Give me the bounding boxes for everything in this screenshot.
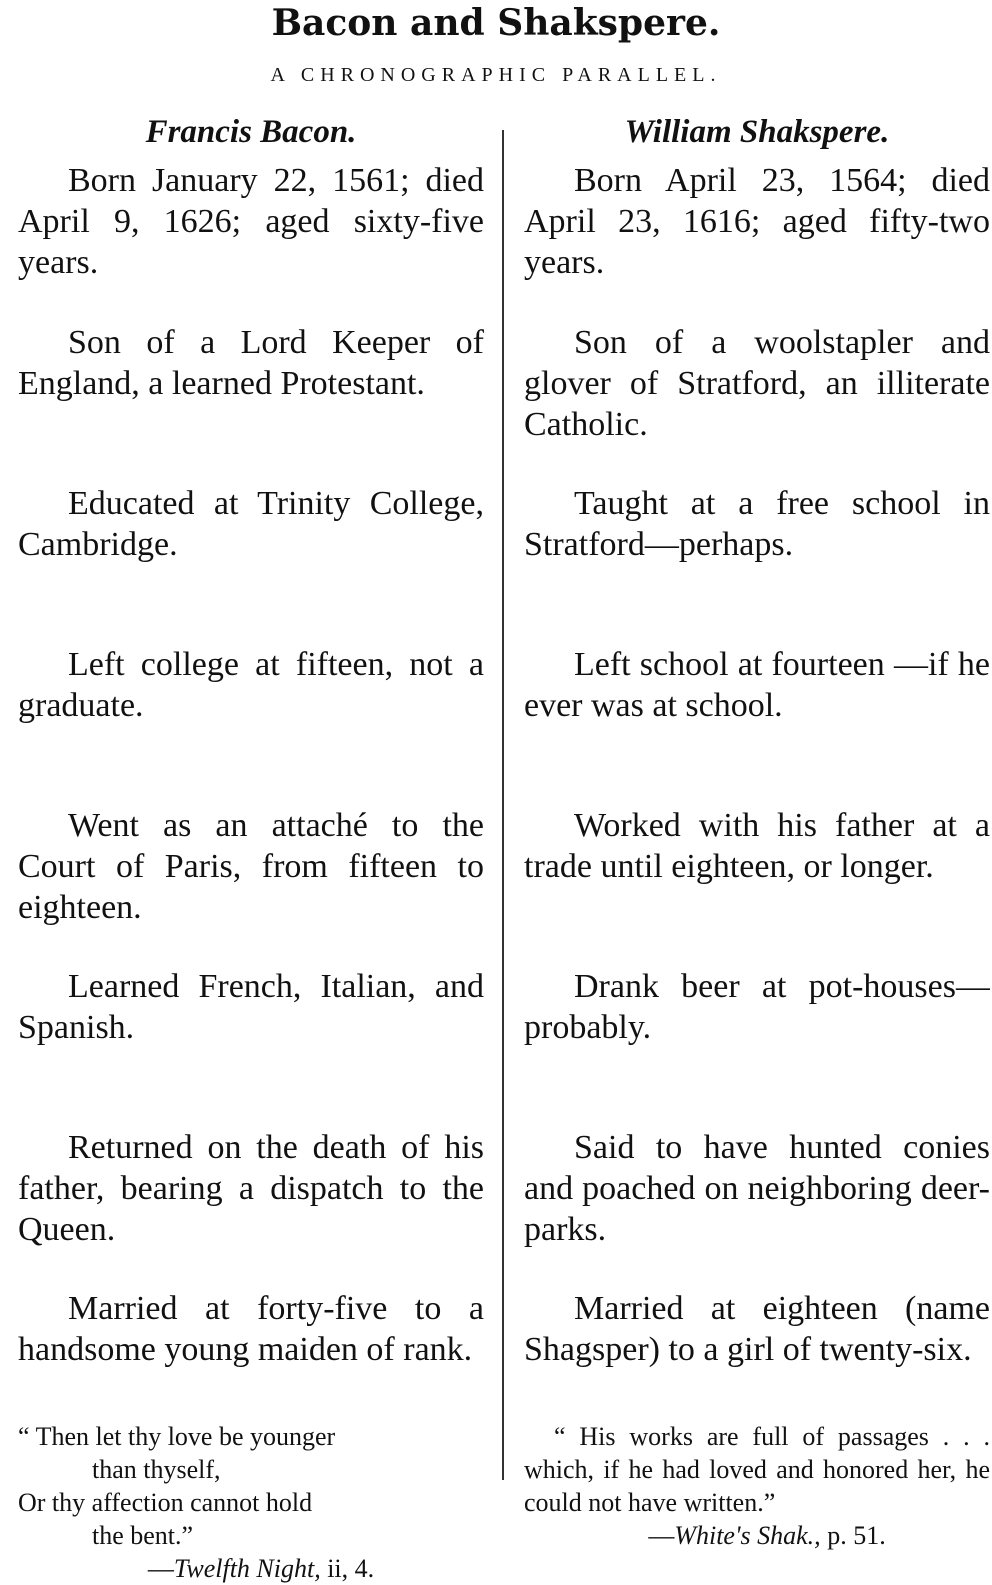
bacon-heading: Francis Bacon.: [145, 114, 357, 150]
shakspere-entry-parentage: Son of a woolstapler and glover of Stratford, an illiterate Catholic.: [524, 324, 990, 443]
shakspere-entry-trade: Worked with his father at a trade until eighteen, or longer.: [524, 807, 990, 885]
shakspere-quote-text: “ His works are full of passages . . . which, if he had loved and honored her, he could not have written.”: [524, 1422, 990, 1517]
bacon-quote-source-ref: ii, 4.: [320, 1554, 375, 1583]
bacon-quote: [18, 1420, 484, 1585]
bacon-entry-paris: Went as an attaché to the Court of Paris, from fifteen to eighteen.: [18, 807, 484, 926]
shakspere-entry-beer: Drank beer at pot-houses—probably.: [524, 968, 990, 1046]
shakspere-entry-poaching: Said to have hunted conies and poached on neighboring deer-parks.: [524, 1129, 990, 1248]
shakspere-entry-birth: Born April 23, 1564; died April 23, 1616; aged fifty-two years.: [524, 162, 990, 281]
shakspere-quote-source-ref: p. 51.: [820, 1521, 886, 1550]
bacon-entry-marriage: Married at forty-five to a handsome young maiden of rank.: [18, 1290, 484, 1368]
shakspere-entry-education: Taught at a free school in Stratford—perhaps.: [524, 485, 990, 563]
bacon-entry-return: Returned on the death of his father, bearing a dispatch to the Queen.: [18, 1129, 484, 1248]
shakspere-quote-attribution: [524, 1519, 990, 1552]
page-subtitle: A CHRONOGRAPHIC PARALLEL.: [270, 64, 722, 86]
column-divider: [502, 130, 504, 1480]
shakspere-quote-source-title: White's Shak.,: [674, 1521, 821, 1550]
bacon-entry-birth: Born January 22, 1561; died April 9, 1626; aged sixty-five years.: [18, 162, 484, 281]
bacon-quote-line-2: than thyself,: [92, 1455, 221, 1484]
shakspere-quote-dash: —: [648, 1521, 675, 1550]
page-title: Bacon and Shakspere.: [271, 2, 721, 44]
bacon-quote-line-1: “ Then let thy love be younger: [18, 1422, 336, 1451]
shakspere-heading: William Shakspere.: [624, 114, 890, 150]
bacon-entry-languages: Learned French, Italian, and Spanish.: [18, 968, 484, 1046]
shakspere-entry-left-school: Left school at fourteen —if he ever was at school.: [524, 646, 990, 724]
bacon-column: [18, 112, 484, 1585]
shakspere-entry-marriage: Married at eighteen (name Shagsper) to a girl of twenty-six.: [524, 1290, 990, 1368]
bacon-quote-dash: —: [147, 1554, 174, 1583]
bacon-quote-source-title: Twelfth Night,: [173, 1554, 321, 1583]
bacon-quote-line-3: Or thy affection cannot hold: [18, 1488, 313, 1517]
bacon-quote-line-4: the bent.”: [92, 1521, 194, 1550]
bacon-entry-parentage: Son of a Lord Keeper of England, a learned Protestant.: [18, 324, 484, 402]
shakspere-quote: [524, 1420, 990, 1552]
bacon-entry-education: Educated at Trinity College, Cambridge.: [18, 485, 484, 563]
shakspere-column: [524, 112, 990, 1552]
bacon-entry-left-college: Left college at fifteen, not a graduate.: [18, 646, 484, 724]
bacon-quote-attribution: [18, 1552, 484, 1585]
